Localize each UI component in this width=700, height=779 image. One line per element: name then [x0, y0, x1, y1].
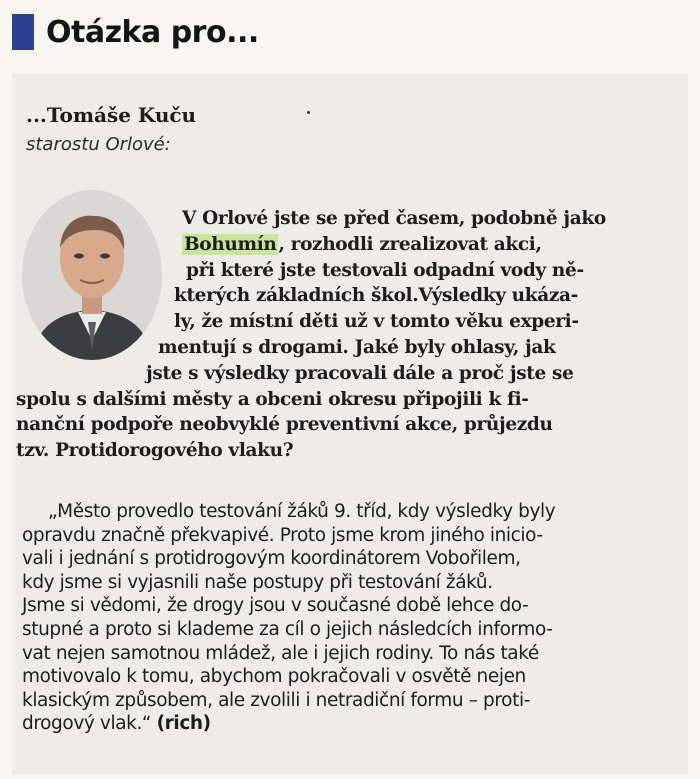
- question-line: jste s výsledky pracovali dále a proč jste se: [146, 362, 574, 384]
- question-line-rest: , rozhodli zrealizovat akci,: [278, 233, 542, 255]
- question-line: V Orlové jste se před časem, podobně jako: [182, 208, 606, 229]
- answer-line: opravdu značně překvapivé. Proto jsme krom jiného inicio-: [22, 524, 543, 546]
- page-title: Otázka pro...: [46, 15, 259, 50]
- question-line: spolu s dalšími městy a obceni okresu připojili k fi-: [16, 388, 529, 410]
- person-role: starostu Orlové:: [26, 134, 171, 155]
- question-line: [16, 232, 684, 258]
- question-line: mentují s drogami. Jaké byly ohlasy, jak: [158, 336, 556, 358]
- author-signature: (rich): [156, 713, 211, 735]
- answer-line: [22, 712, 682, 736]
- question-line: tzv. Protidorogového vlaku?: [16, 440, 294, 462]
- answer-line: motivovalo k tomu, abychom pokračovali v osvětě nejen: [22, 666, 526, 688]
- person-name: ...Tomáše Kuču: [26, 103, 197, 127]
- answer-line: stupné a proto si klademe za cíl o jejich následcích informo-: [22, 618, 553, 640]
- interview-question: [16, 206, 684, 464]
- answer-line: Jsme si vědomi, že drogy jsou v současné době lehce do-: [22, 595, 529, 617]
- highlighted-term: Bohumín: [184, 233, 277, 255]
- answer-line: vali i jednání s protidrogovým koordinátorem Vobořilem,: [22, 548, 521, 570]
- question-line: nanční podpoře neobvyklé preventivní akce, průjezdu: [16, 414, 553, 436]
- question-line: při které jste testovali odpadní vody ně-: [186, 259, 584, 281]
- answer-line: klasickým způsobem, ale zvolili i netradiční formu – proti-: [22, 689, 530, 711]
- answer-line: „Město provedlo testování žáků 9. tříd, kdy výsledky byly: [48, 501, 556, 522]
- answer-last-text: drogový vlak.“: [22, 713, 157, 735]
- answer-line: kdy jsme si vyjasnili naše postupy při testování žáků.: [22, 571, 493, 593]
- answer-line: vat nejen samotnou mládež, ale i jejich rodiny. To nás také: [22, 642, 539, 664]
- print-speck: [307, 111, 310, 114]
- question-line: ly, že místní děti už v tomto věku experi-: [174, 311, 579, 333]
- interview-answer: [22, 500, 682, 736]
- question-line: kterých základních škol.Výsledky ukáza-: [174, 285, 579, 307]
- section-accent-bar: [12, 14, 34, 50]
